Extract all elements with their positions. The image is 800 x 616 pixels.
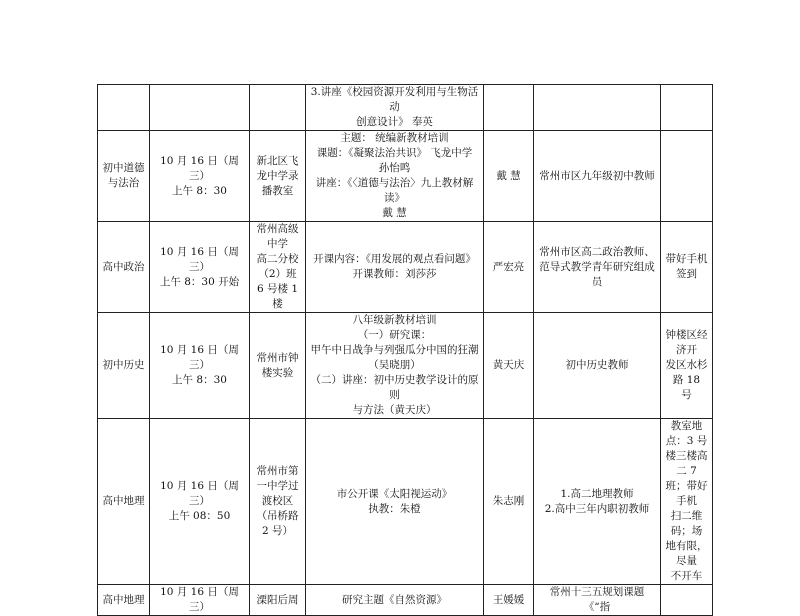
audience-cell xyxy=(534,585,661,616)
speaker-cell xyxy=(484,85,534,131)
venue-cell xyxy=(250,222,306,313)
venue-text: 常州市钟 xyxy=(256,351,299,364)
content-text: 开课内容：《用发展的观点看问题》 xyxy=(313,253,476,265)
note-text: 教室地点：3 号 xyxy=(665,420,708,447)
content-cell xyxy=(306,585,484,616)
time-cell xyxy=(150,222,250,313)
time-text: 上午 8：30 xyxy=(172,184,227,197)
content-text: 研究主题《自然资源》 xyxy=(342,593,447,606)
time-text: 上午 8：30 开始 xyxy=(159,275,240,288)
content-text: 戴 慧 xyxy=(382,207,407,219)
venue-cell xyxy=(250,85,306,131)
note-text: 带好手机签到 xyxy=(665,253,708,280)
content-text: 市公开课《太阳视运动》 xyxy=(336,487,453,500)
venue-text: 楼实验 xyxy=(261,366,294,379)
venue-text: 新北区飞 xyxy=(256,154,299,167)
content-text: 创意设计》 奉英 xyxy=(356,116,433,128)
venue-text: 高二分校 xyxy=(256,253,299,265)
note-text: 发区水杉路 18 xyxy=(665,359,708,386)
subject-cell xyxy=(98,85,150,131)
speaker-text: 王媛媛 xyxy=(492,593,525,606)
note-cell xyxy=(661,419,713,585)
note-text: 扫二维码；场 xyxy=(670,510,703,537)
subject-cell xyxy=(98,222,150,313)
note-cell xyxy=(661,222,713,313)
note-text: 地有限，尽量 xyxy=(665,540,708,567)
audience-text: 范导式教学青年研究组成 xyxy=(539,260,655,273)
audience-text: 常州市区高二政治教师、 xyxy=(539,245,655,258)
venue-text: （吊桥路 xyxy=(256,510,299,522)
audience-text: 初中历史教师 xyxy=(565,359,629,371)
content-text: 与方法（黄天庆） xyxy=(352,404,437,416)
time-cell xyxy=(150,585,250,616)
audience-cell xyxy=(534,313,661,419)
note-cell xyxy=(661,85,713,131)
subject-cell xyxy=(98,419,150,585)
speaker-text: 黄天庆 xyxy=(492,359,525,371)
venue-text: 渡校区 xyxy=(261,495,294,507)
table-row xyxy=(98,585,713,616)
note-cell xyxy=(661,585,713,616)
time-text: 上午 8：30 xyxy=(172,374,227,386)
speaker-cell xyxy=(484,419,534,585)
time-cell xyxy=(150,313,250,419)
audience-cell xyxy=(534,85,661,131)
time-cell xyxy=(150,85,250,131)
content-text: 讲座：《〈道德与法治〉九上教材解读》 xyxy=(315,177,474,204)
content-text: 课题：《凝聚法治共识》 飞龙中学 xyxy=(316,147,473,159)
table-row xyxy=(98,222,713,313)
subject-text: 与法治 xyxy=(107,177,140,189)
venue-text: 常州市第 xyxy=(256,465,299,477)
note-cell xyxy=(661,131,713,222)
time-cell xyxy=(150,131,250,222)
time-cell xyxy=(150,419,250,585)
speaker-cell xyxy=(484,222,534,313)
venue-cell xyxy=(250,419,306,585)
venue-text: 一中学过 xyxy=(256,480,299,492)
content-text: 主题： 统编新教材培训 xyxy=(340,132,449,144)
time-text: 10 月 16 日（周三） xyxy=(160,344,239,371)
time-text: 上午 08：50 xyxy=(168,510,231,522)
speaker-text: 严宏亮 xyxy=(492,260,525,273)
content-text: （二）讲座：初中历史教学设计的原则 xyxy=(310,374,479,401)
subject-cell xyxy=(98,131,150,222)
subject-cell xyxy=(98,585,150,616)
content-text: 孙怡鸣 xyxy=(378,162,411,174)
content-cell xyxy=(306,131,484,222)
audience-text: 常州十三五规划课题《“指 xyxy=(549,586,645,613)
content-cell xyxy=(306,222,484,313)
venue-cell xyxy=(250,585,306,616)
audience-text: 常州市区九年级初中教师 xyxy=(539,169,655,182)
venue-cell xyxy=(250,313,306,419)
speaker-cell xyxy=(484,131,534,222)
subject-cell xyxy=(98,313,150,419)
speaker-cell xyxy=(484,585,534,616)
content-text: 八年级新教材培训 xyxy=(352,314,437,326)
venue-text: 6 号楼 1 xyxy=(256,283,299,295)
speaker-cell xyxy=(484,313,534,419)
audience-text: 2.高中三年内职初教师 xyxy=(544,502,650,515)
audience-cell xyxy=(534,419,661,585)
content-cell xyxy=(306,419,484,585)
venue-text: 龙中学录 xyxy=(256,169,299,182)
note-text: 钟楼区经济开 xyxy=(665,329,708,356)
venue-cell xyxy=(250,131,306,222)
subject-text: 高中政治 xyxy=(102,260,145,273)
table-row xyxy=(98,313,713,419)
content-text: 执教：朱橙 xyxy=(368,502,421,515)
content-text: 开课教师：刘莎莎 xyxy=(352,268,437,280)
venue-text: 常州高级 xyxy=(256,223,299,235)
time-text: 10 月 16 日（周三） xyxy=(160,586,239,613)
content-text: 甲午中日战争与列强瓜分中国的狂潮 xyxy=(310,344,479,356)
content-text: （一）研究课： xyxy=(357,329,432,341)
time-text: 10 月 16 日（周三） xyxy=(160,245,239,273)
table-row xyxy=(98,419,713,585)
venue-text: 中学 xyxy=(267,238,288,250)
subject-text: 初中道德 xyxy=(102,162,145,174)
content-text: 3.讲座《校园资源开发利用与生物活动 xyxy=(310,86,479,113)
table-row xyxy=(98,85,713,131)
subject-text: 高中地理 xyxy=(102,495,145,507)
venue-text: （2）班 xyxy=(258,268,297,280)
note-text: 不开车 xyxy=(670,570,703,582)
venue-text: 溧阳后周 xyxy=(256,593,299,606)
audience-cell xyxy=(534,131,661,222)
note-text: 班；带好手机 xyxy=(665,480,708,507)
audience-text: 1.高二地理教师 xyxy=(560,487,634,500)
schedule-table xyxy=(97,84,713,616)
speaker-text: 朱志刚 xyxy=(492,495,525,507)
note-text: 号 xyxy=(681,389,692,401)
speaker-text: 戴 慧 xyxy=(496,169,521,182)
time-text: 10 月 16 日（周三） xyxy=(160,480,239,507)
audience-cell xyxy=(534,222,661,313)
note-text: 楼三楼高二 7 xyxy=(665,450,708,477)
subject-text: 初中历史 xyxy=(102,359,145,371)
note-cell xyxy=(661,313,713,419)
venue-text: 播教室 xyxy=(261,184,294,197)
audience-text: 员 xyxy=(591,275,603,288)
venue-text: 2 号） xyxy=(261,525,294,537)
subject-text: 高中地理 xyxy=(102,593,145,606)
time-text: 10 月 16 日（周三） xyxy=(160,154,239,182)
content-text: （吴晓朋） xyxy=(368,359,421,371)
content-cell xyxy=(306,85,484,131)
table-row xyxy=(98,131,713,222)
content-cell xyxy=(306,313,484,419)
venue-text: 楼 xyxy=(272,298,283,310)
